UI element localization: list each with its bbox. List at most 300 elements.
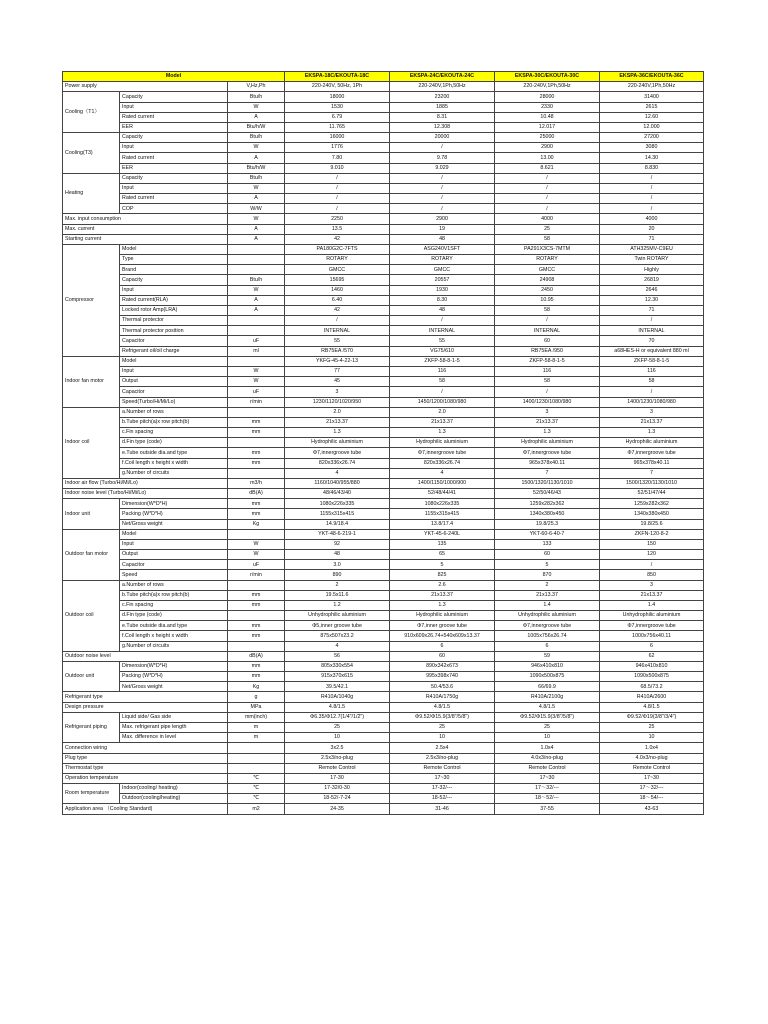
value-cell: / [495, 387, 600, 397]
value-cell: 26819 [600, 275, 704, 285]
value-cell: RB75EA /570 [285, 346, 390, 356]
value-cell: / [390, 387, 495, 397]
item-label: Capacity [120, 92, 228, 102]
value-cell: 55 [390, 336, 495, 346]
item-label: f.Coil length x height x width [120, 631, 228, 641]
spec-row [63, 234, 704, 244]
value-cell: 1500/1320/1130/1010 [495, 478, 600, 488]
value-cell: 42 [285, 305, 390, 315]
value-cell: 8.31 [390, 112, 495, 122]
spec-row [63, 133, 704, 143]
value-cell: 133 [495, 539, 600, 549]
value-cell: 1340x380x450 [495, 509, 600, 519]
value-cell: 48/46/43/40 [285, 489, 390, 499]
unit-cell [228, 580, 285, 590]
value-cell: INTERNAL [495, 326, 600, 336]
spec-row [63, 265, 704, 275]
spec-row [63, 285, 704, 295]
value-cell: 870 [495, 570, 600, 580]
value-cell: Φ9.52/Φ15.9(3/8"/5/8") [390, 712, 495, 722]
value-cell: 910x609x26.74+540x609x13.37 [390, 631, 495, 641]
unit-cell: V,Hz,Ph [228, 82, 285, 92]
unit-cell: mm [228, 417, 285, 427]
spec-row [63, 631, 704, 641]
value-cell: 58 [390, 377, 495, 387]
model-name: EKSPA-30C/EKOUTA-30C [495, 72, 600, 82]
unit-cell: Btu/h/W [228, 163, 285, 173]
value-cell: R410A/2100g [495, 692, 600, 702]
spec-row [63, 611, 704, 621]
item-label: Max. refrigerant pipe length [120, 723, 228, 733]
value-cell: 965x378x40.11 [495, 458, 600, 468]
value-cell: 25 [600, 723, 704, 733]
unit-cell: ml [228, 346, 285, 356]
value-cell: 3080 [600, 143, 704, 153]
spec-table-body [63, 72, 704, 815]
spec-row [63, 438, 704, 448]
value-cell: / [600, 173, 704, 183]
spec-row [63, 295, 704, 305]
unit-cell: mm [228, 458, 285, 468]
group-label: Indoor unit [63, 499, 120, 530]
value-cell: 17~30 [390, 773, 495, 783]
value-cell: / [285, 316, 390, 326]
unit-cell: Btu/h [228, 133, 285, 143]
value-cell: 220-240V,1Ph,50Hz [600, 82, 704, 92]
value-cell: 7.80 [285, 153, 390, 163]
value-cell: 1885 [390, 102, 495, 112]
value-cell: 220-240V,1Ph,50Hz [390, 82, 495, 92]
value-cell: ROTARY [390, 255, 495, 265]
value-cell: 1460 [285, 285, 390, 295]
value-cell: 4 [390, 468, 495, 478]
value-cell: 1.3 [390, 428, 495, 438]
value-cell: / [495, 194, 600, 204]
value-cell: Hydrophilic aluminium [285, 438, 390, 448]
unit-cell: W [228, 285, 285, 295]
item-label: Capacitor [120, 387, 228, 397]
unit-cell: ℃ [228, 794, 285, 804]
item-label: Capacitor [120, 336, 228, 346]
value-cell: / [285, 183, 390, 193]
value-cell: 1776 [285, 143, 390, 153]
unit-cell: A [228, 194, 285, 204]
unit-cell: Kg [228, 682, 285, 692]
spec-row [63, 92, 704, 102]
spec-row [63, 82, 704, 92]
item-label: Model [120, 356, 228, 366]
spec-row [63, 407, 704, 417]
value-cell: Φ7,innergroove tube [495, 621, 600, 631]
value-cell: 1400/1230/1080/980 [600, 397, 704, 407]
value-cell: 5 [495, 560, 600, 570]
value-cell: 52/48/44/41 [390, 489, 495, 499]
value-cell: 3.0 [285, 560, 390, 570]
value-cell: 6 [600, 641, 704, 651]
value-cell: YKT-48-6-219-1 [285, 529, 390, 539]
value-cell: / [600, 194, 704, 204]
spec-row [63, 326, 704, 336]
value-cell: 27200 [600, 133, 704, 143]
value-cell: / [390, 204, 495, 214]
unit-cell: mm [228, 672, 285, 682]
value-cell: ZKFP-58-8-1-5 [600, 356, 704, 366]
value-cell: INTERNAL [285, 326, 390, 336]
value-cell: 24908 [495, 275, 600, 285]
spec-row [63, 804, 704, 814]
value-cell: / [600, 316, 704, 326]
value-cell: ASG240V1SFT [390, 244, 495, 254]
value-cell: 1.4 [600, 600, 704, 610]
group-label: Outdoor noise level [63, 651, 228, 661]
value-cell: Hydrophilic aluminium [600, 438, 704, 448]
value-cell: Φ9.52/Φ19(3/8"/3/4") [600, 712, 704, 722]
value-cell: 1.3 [390, 600, 495, 610]
value-cell: / [390, 316, 495, 326]
item-label: Capacitor [120, 560, 228, 570]
item-label: Input [120, 366, 228, 376]
spec-row [63, 651, 704, 661]
item-label: Input [120, 539, 228, 549]
group-label: Cooling（T1） [63, 92, 120, 133]
value-cell: 850 [600, 570, 704, 580]
unit-cell [228, 641, 285, 651]
spec-row [63, 153, 704, 163]
unit-cell [228, 743, 285, 753]
value-cell: 17~30 [600, 773, 704, 783]
item-label: Input [120, 102, 228, 112]
value-cell: / [285, 194, 390, 204]
group-label: Power supply [63, 82, 228, 92]
value-cell: 18-52/-7-24 [285, 794, 390, 804]
value-cell: 220-240V, 50Hz, 1Ph [285, 82, 390, 92]
value-cell: 21x13.37 [600, 417, 704, 427]
spec-row [63, 255, 704, 265]
value-cell: / [495, 173, 600, 183]
value-cell: 12.30 [600, 295, 704, 305]
spec-row [63, 204, 704, 214]
item-label: d.Fin type (code) [120, 438, 228, 448]
value-cell: 805x330x554 [285, 661, 390, 671]
value-cell: 12.000 [600, 122, 704, 132]
item-label: Speed [120, 570, 228, 580]
unit-cell: W [228, 539, 285, 549]
item-label: b.Tube pitch(a)x row pitch(b) [120, 590, 228, 600]
spec-row [63, 366, 704, 376]
value-cell: 58 [495, 234, 600, 244]
value-cell: 1.3 [600, 428, 704, 438]
value-cell: 25 [390, 723, 495, 733]
value-cell: 14.30 [600, 153, 704, 163]
spec-row [63, 336, 704, 346]
value-cell: 3x2.5 [285, 743, 390, 753]
value-cell: 19 [390, 224, 495, 234]
spec-row [63, 529, 704, 539]
spec-row [63, 397, 704, 407]
value-cell: 21x13.37 [600, 590, 704, 600]
item-label: Capacity [120, 275, 228, 285]
value-cell: 19.8/25.6 [600, 519, 704, 529]
unit-cell: uF [228, 560, 285, 570]
unit-cell: uF [228, 387, 285, 397]
value-cell: 965x378x40.11 [600, 458, 704, 468]
value-cell: 60 [495, 336, 600, 346]
spec-sheet [62, 71, 703, 815]
value-cell: 18～52/--- [495, 794, 600, 804]
value-cell: RB75EA /950 [495, 346, 600, 356]
value-cell: 2.5x3/no-plug [285, 753, 390, 763]
value-cell: 48 [390, 234, 495, 244]
group-label: Indoor air flow (Turbo/Hi/Mi/Lo) [63, 478, 228, 488]
value-cell: 12.017 [495, 122, 600, 132]
value-cell: Hydrophilic aluminium [495, 438, 600, 448]
value-cell: 5 [390, 560, 495, 570]
value-cell: 1160/1040/955/880 [285, 478, 390, 488]
value-cell: YKT-45-6-240L [390, 529, 495, 539]
unit-cell: m [228, 723, 285, 733]
value-cell: 2.5x4 [390, 743, 495, 753]
item-label: Capacity [120, 133, 228, 143]
value-cell: 17-30 [285, 773, 390, 783]
value-cell: 116 [600, 366, 704, 376]
value-cell: 2.6 [390, 580, 495, 590]
value-cell: 4.8/1.5 [285, 702, 390, 712]
value-cell: 116 [495, 366, 600, 376]
value-cell: 56 [285, 651, 390, 661]
spec-row [63, 244, 704, 254]
value-cell: Unhydrophilic aluminium [495, 611, 600, 621]
spec-row [63, 702, 704, 712]
value-cell: 10 [285, 733, 390, 743]
value-cell: 915x370x615 [285, 672, 390, 682]
value-cell: ZKFP-58-8-1-5 [390, 356, 495, 366]
value-cell: 2900 [495, 143, 600, 153]
spec-row [63, 183, 704, 193]
unit-cell: ℃ [228, 784, 285, 794]
value-cell: 4 [285, 468, 390, 478]
value-cell: 10 [390, 733, 495, 743]
unit-cell: A [228, 295, 285, 305]
unit-cell: W [228, 377, 285, 387]
group-label: Room temperature [63, 784, 120, 804]
item-label: c.Fin spacing [120, 428, 228, 438]
unit-cell: A [228, 153, 285, 163]
spec-row [63, 194, 704, 204]
value-cell: 4000 [600, 214, 704, 224]
unit-cell: mm [228, 631, 285, 641]
item-label: Output [120, 377, 228, 387]
value-cell: 1450/1200/1080/980 [390, 397, 495, 407]
spec-row [63, 621, 704, 631]
value-cell: ROTARY [285, 255, 390, 265]
value-cell: 4.0x3/no-plug [495, 753, 600, 763]
value-cell: Φ6.35/Φ12.7(1/4"/1/2") [285, 712, 390, 722]
value-cell: 135 [390, 539, 495, 549]
unit-cell: ℃ [228, 773, 285, 783]
item-label: Liquid side/ Gas side [120, 712, 228, 722]
unit-cell [228, 763, 285, 773]
value-cell: 1.0x4 [495, 743, 600, 753]
item-label: Dimension(W*D*H) [120, 661, 228, 671]
unit-cell: A [228, 224, 285, 234]
value-cell: / [495, 183, 600, 193]
spec-row [63, 163, 704, 173]
spec-row [63, 173, 704, 183]
value-cell: 25000 [495, 133, 600, 143]
spec-row [63, 641, 704, 651]
value-cell: 17-32/0-30 [285, 784, 390, 794]
value-cell: 92 [285, 539, 390, 549]
group-label: Refrigerant type [63, 692, 228, 702]
spec-row [63, 661, 704, 671]
value-cell: YKT-60-6-40-7 [495, 529, 600, 539]
value-cell: / [390, 194, 495, 204]
value-cell: 21x13.37 [390, 417, 495, 427]
value-cell: 946x410x810 [495, 661, 600, 671]
group-label: Max. current [63, 224, 228, 234]
value-cell: 58 [495, 377, 600, 387]
unit-cell: r/min [228, 570, 285, 580]
value-cell: 28000 [495, 92, 600, 102]
value-cell: R410A/2600 [600, 692, 704, 702]
model-header: Model [63, 72, 285, 82]
unit-cell [228, 316, 285, 326]
value-cell: 24-35 [285, 804, 390, 814]
group-label: Compressor [63, 244, 120, 356]
value-cell: GMCC [285, 265, 390, 275]
unit-cell [228, 468, 285, 478]
value-cell: / [600, 183, 704, 193]
value-cell: 1080x226x335 [390, 499, 495, 509]
value-cell: 52/50/46/43 [495, 489, 600, 499]
value-cell: YKFG-45-4-22-13 [285, 356, 390, 366]
value-cell: ATH325MV-C9EU [600, 244, 704, 254]
unit-cell: g [228, 692, 285, 702]
item-label: Rated current(RLA) [120, 295, 228, 305]
value-cell: Twin ROTARY [600, 255, 704, 265]
value-cell: 43-63 [600, 804, 704, 814]
value-cell: 7 [600, 468, 704, 478]
value-cell: 1.3 [495, 428, 600, 438]
spec-row [63, 316, 704, 326]
value-cell: 20000 [390, 133, 495, 143]
item-label: Thermal protector [120, 316, 228, 326]
item-label: Speed(Turbo/Hi/Mi/Lo) [120, 397, 228, 407]
spec-row [63, 509, 704, 519]
unit-cell: dB(A) [228, 489, 285, 499]
value-cell: 2.5x3/no-plug [390, 753, 495, 763]
value-cell: 6.79 [285, 112, 390, 122]
spec-row [63, 712, 704, 722]
item-label: Net/Gross weight [120, 519, 228, 529]
item-label: a.Number of rows [120, 407, 228, 417]
value-cell: 9.010 [285, 163, 390, 173]
value-cell: Remote Control [495, 763, 600, 773]
value-cell: 58 [600, 377, 704, 387]
value-cell: Unhydrophilic aluminium [600, 611, 704, 621]
unit-cell: m2 [228, 804, 285, 814]
value-cell: 4000 [495, 214, 600, 224]
unit-cell: Btu/h [228, 173, 285, 183]
value-cell: 21x13.37 [390, 590, 495, 600]
item-label: c.Fin spacing [120, 600, 228, 610]
value-cell: 3 [285, 387, 390, 397]
value-cell: 65 [390, 550, 495, 560]
value-cell: 6 [390, 641, 495, 651]
spec-row [63, 570, 704, 580]
value-cell: 1080x226x335 [285, 499, 390, 509]
value-cell: / [390, 173, 495, 183]
unit-cell: W [228, 183, 285, 193]
value-cell: 825 [390, 570, 495, 580]
spec-row [63, 600, 704, 610]
value-cell: 55 [285, 336, 390, 346]
group-label: Indoor coil [63, 407, 120, 478]
unit-cell: mm [228, 448, 285, 458]
value-cell: 1.2 [285, 600, 390, 610]
value-cell: 3 [600, 407, 704, 417]
value-cell: 31400 [600, 92, 704, 102]
item-label: Capacity [120, 173, 228, 183]
item-label: f.Coil length x height x width [120, 458, 228, 468]
unit-cell: W [228, 143, 285, 153]
value-cell: 25 [495, 723, 600, 733]
unit-cell: m [228, 733, 285, 743]
value-cell: 19.5x11.6 [285, 590, 390, 600]
value-cell: 14.9/18.4 [285, 519, 390, 529]
value-cell: 17～32/--- [495, 784, 600, 794]
model-name: EKSPA-24C/EKOUTA-24C [390, 72, 495, 82]
unit-cell: W [228, 102, 285, 112]
value-cell: 25 [285, 723, 390, 733]
value-cell: 50.4/53.6 [390, 682, 495, 692]
group-label: Indoor noise level (Turbo/Hi/Mi/Lo) [63, 489, 228, 499]
item-label: Thermal protector position [120, 326, 228, 336]
value-cell: 17~30 [495, 773, 600, 783]
value-cell: 19.8/25.3 [495, 519, 600, 529]
value-cell: Hydrophilic aluminium [390, 438, 495, 448]
value-cell: 995x398x740 [390, 672, 495, 682]
value-cell: 8.621 [495, 163, 600, 173]
value-cell: Unhydrophilic aluminium [285, 611, 390, 621]
value-cell: 13.5 [285, 224, 390, 234]
value-cell: 875x507x23.2 [285, 631, 390, 641]
unit-cell: A [228, 234, 285, 244]
unit-cell: Btu/h [228, 275, 285, 285]
value-cell: 1259x282x362 [600, 499, 704, 509]
value-cell: 1500/1320/1130/1010 [600, 478, 704, 488]
unit-cell: uF [228, 336, 285, 346]
unit-cell: m3/h [228, 478, 285, 488]
unit-cell: r/min [228, 397, 285, 407]
spec-row [63, 743, 704, 753]
value-cell: 10.95 [495, 295, 600, 305]
spec-row [63, 448, 704, 458]
value-cell: R410A/1750g [390, 692, 495, 702]
group-label: Starting current [63, 234, 228, 244]
value-cell: Φ5,inner groove tube [285, 621, 390, 631]
group-label: Cooling(T3) [63, 133, 120, 174]
spec-row [63, 560, 704, 570]
value-cell: 4.0x3/no-plug [600, 753, 704, 763]
value-cell: 1155x315x415 [285, 509, 390, 519]
value-cell: 1.4 [495, 600, 600, 610]
value-cell: / [600, 560, 704, 570]
value-cell: 1.0x4 [600, 743, 704, 753]
value-cell: 4.8/1.5 [495, 702, 600, 712]
value-cell: 946x410x810 [600, 661, 704, 671]
value-cell: 2.0 [390, 407, 495, 417]
